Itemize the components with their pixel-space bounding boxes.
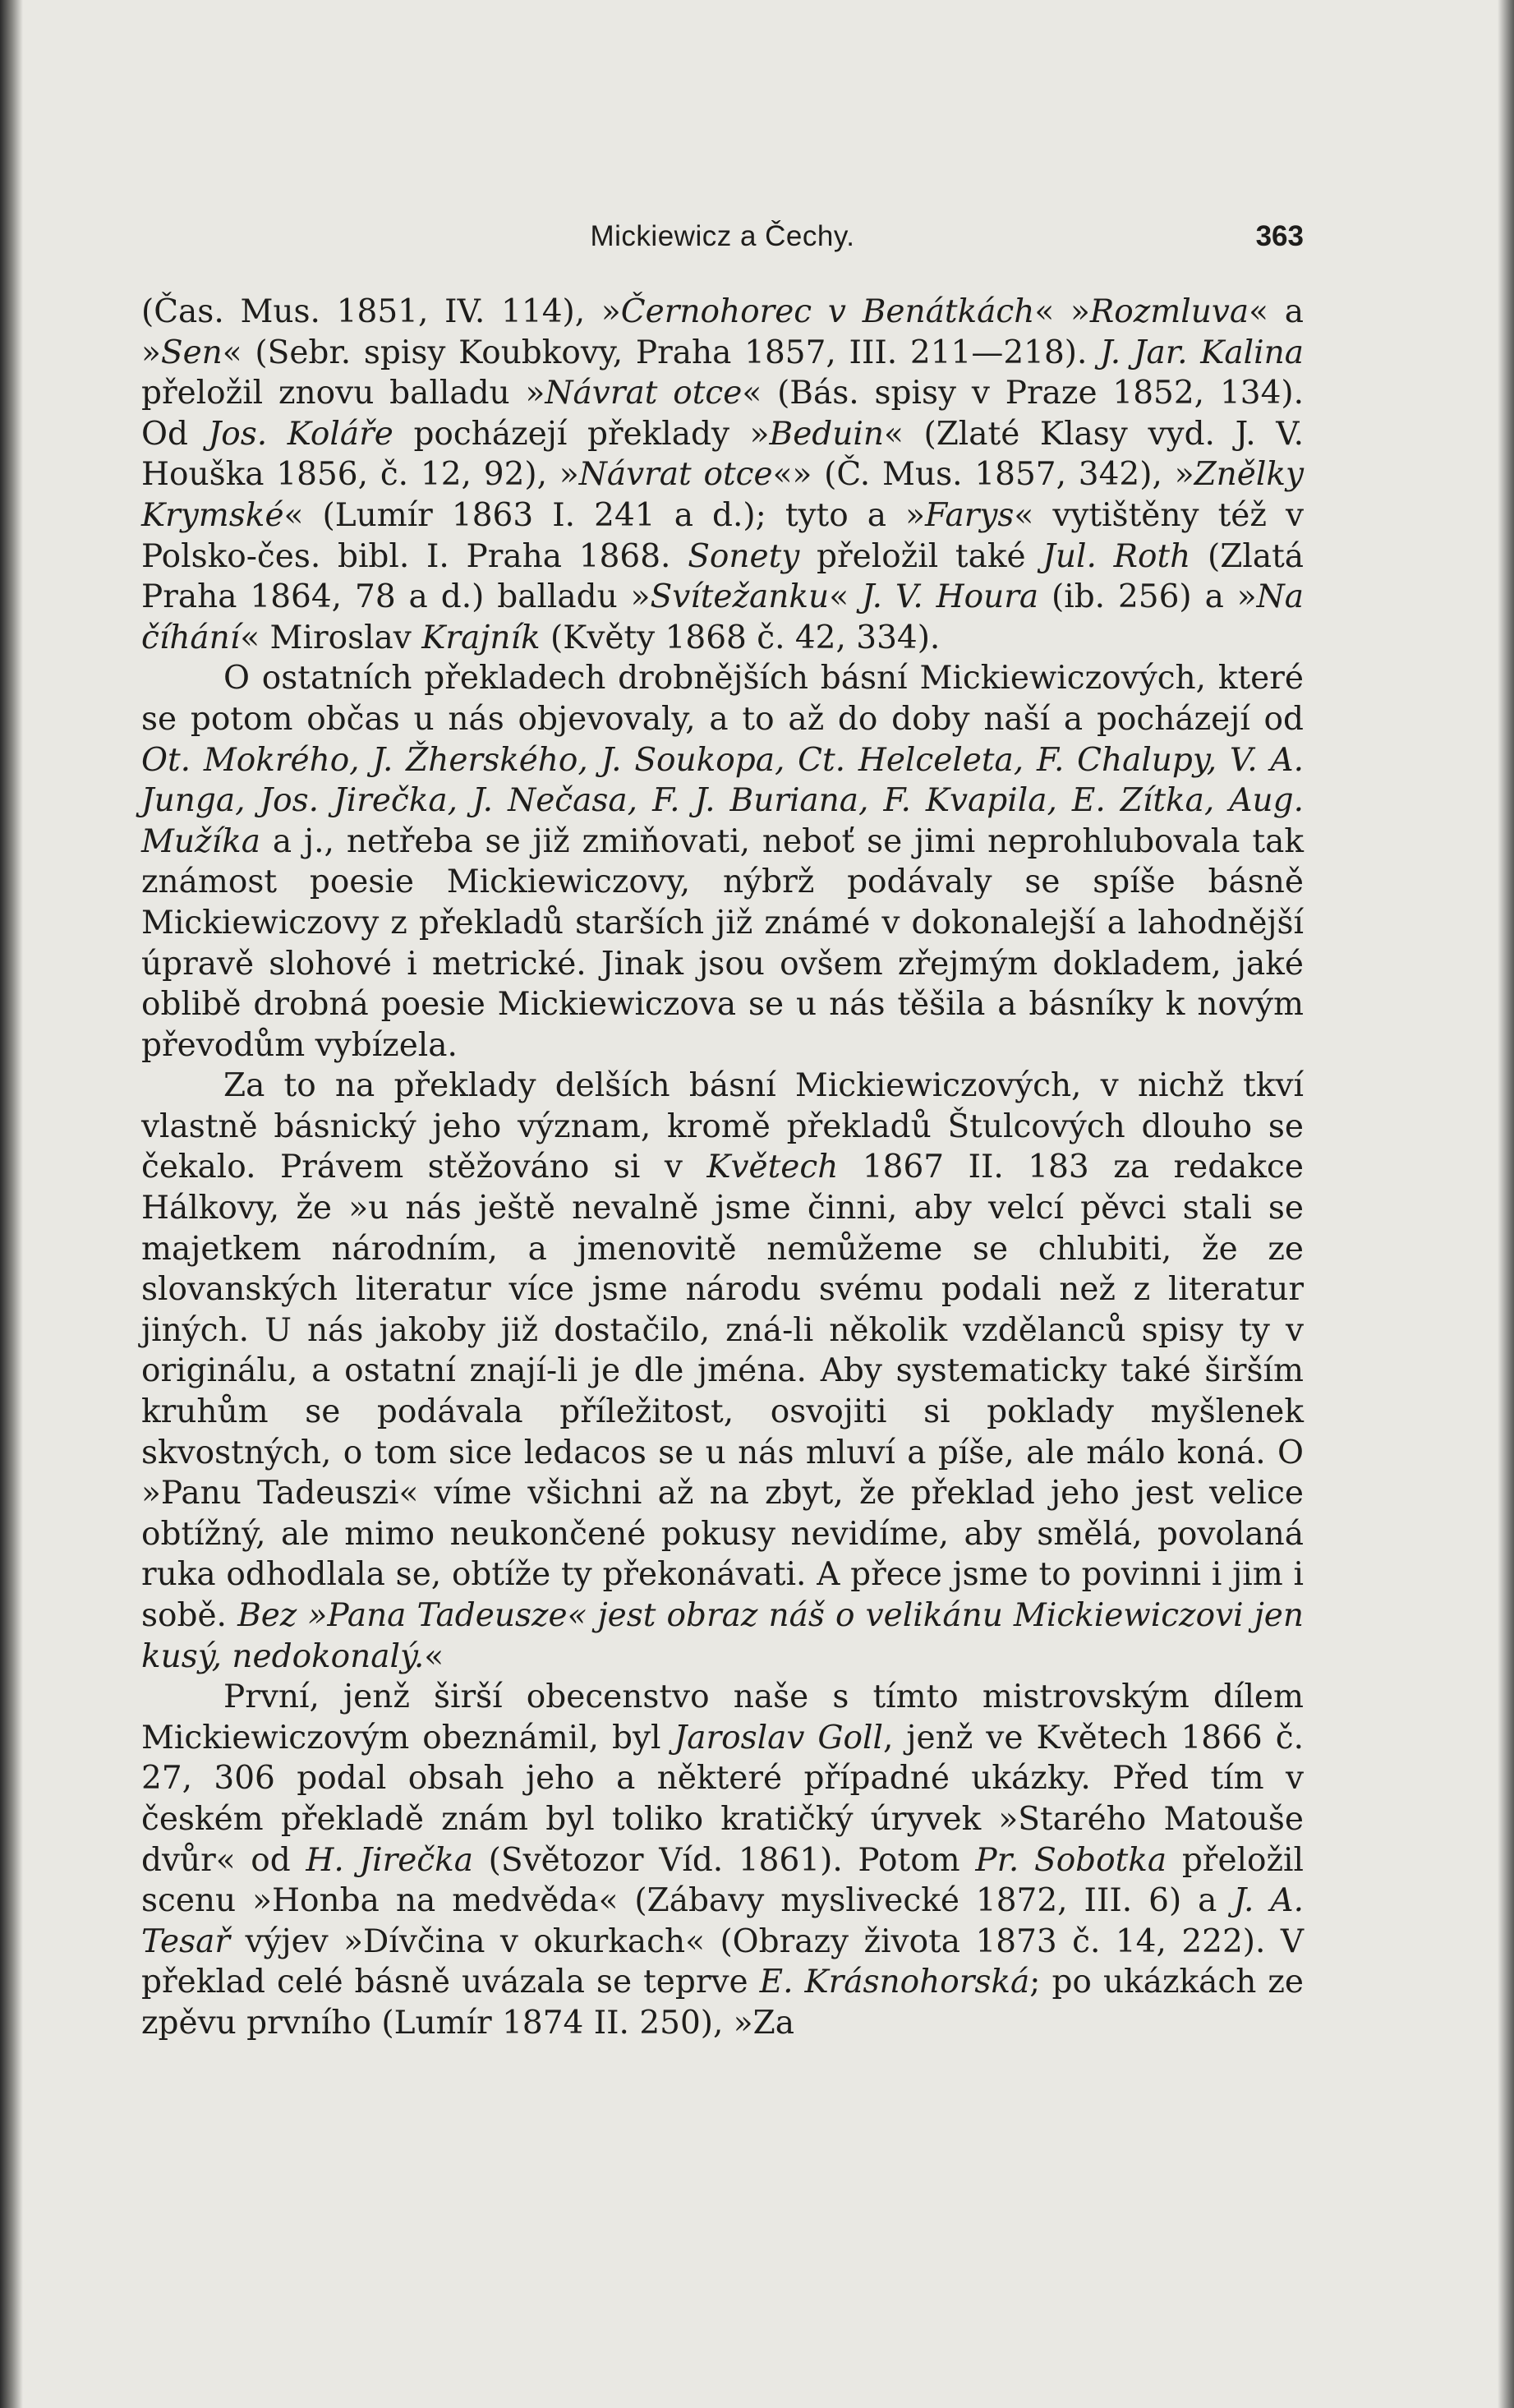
- paragraph-3: [141, 1066, 1304, 1677]
- text-run: přeložil znovu balladu »: [141, 375, 545, 412]
- italic-text-run: Ot. Mokrého, J. Žherského, J. Soukopa, Ct. Helceleta, F. Chalupy, V. A. Junga, Jos. Jirečka, J. Nečasa, F. J. Buriana, F. Kvapila, E. Zítka, Aug. Mužíka: [141, 741, 1304, 860]
- text-run: « (Lumír 1863 I. 241 a d.); tyto a »: [283, 496, 926, 534]
- italic-text-run: J. A. Tesař: [141, 1882, 1304, 1960]
- page-number: 363: [1255, 220, 1304, 252]
- italic-text-run: Bez »Pana Tadeusze« jest obraz náš o velikánu Mickiewiczovi jen kusý, nedokonalý.: [141, 1597, 1304, 1675]
- italic-text-run: Jaroslav Goll: [674, 1719, 883, 1757]
- text-run: (Světozor Víd. 1861). Potom: [473, 1841, 976, 1879]
- running-header: [141, 220, 1304, 269]
- italic-text-run: Květech: [706, 1149, 839, 1186]
- scan-edge-left: [0, 0, 23, 2408]
- text-run: « a »: [141, 293, 1305, 371]
- italic-text-run: Znělky Krymské: [141, 456, 1304, 534]
- text-run: , jenž ve Květech 1866 č. 27, 306 podal obsah jeho a některé případné ukázky. Před tím v českém překladě znám byl toliko kratičký úryvek »Starého Matouše dvůr« od: [141, 1719, 1304, 1879]
- text-run: (Čas. Mus. 1851, IV. 114): [141, 293, 575, 330]
- italic-text-run: Farys: [925, 496, 1015, 534]
- italic-text-run: J. Jar. Kalina: [1100, 334, 1304, 371]
- paragraph-2: [141, 658, 1304, 1066]
- scan-edge-right: [1498, 0, 1514, 2408]
- text-run: Za to na překlady delších básní Mickiewiczových, v nichž tkví vlastně básnický jeho význam, kromě překladů Štulcových dlouho se čekalo. Právem stěžováno si v: [141, 1067, 1304, 1186]
- text-run: (ib. 256) a »: [1038, 578, 1257, 616]
- text-run: « (Zlaté Klasy vyd. J. V. Houška 1856, č. 12, 92), »: [141, 415, 1304, 494]
- italic-text-run: Beduin: [769, 415, 884, 453]
- italic-text-run: Návrat otce: [545, 375, 743, 412]
- italic-text-run: Sen: [160, 334, 223, 371]
- text-run: «» (Č. Mus. 1857, 342), »: [772, 456, 1194, 494]
- text-run: « Miroslav: [240, 619, 422, 656]
- text-run: pocházejí překlady »: [393, 415, 770, 453]
- text-run: , »: [574, 293, 621, 330]
- italic-text-run: Rozmluva: [1089, 293, 1249, 330]
- italic-text-run: Černohorec v Benátkách: [620, 293, 1035, 330]
- text-run: a j., netřeba se již zmiňovati, neboť se jimi neprohlubovala tak známost poesie Mickiewiczovy, nýbrž podávaly se spíše básně Mickiewiczovy z překladů starších již známé v dokonalejší a lahodnější úpravě slohové i metrické. Jinak jsou ovšem zřejmým dokladem, jaké oblibě drobná poesie Mickiewiczova se u nás těšila a básníky k novým převodům vybízela.: [141, 822, 1304, 1064]
- text-run: ; po ukázkách ze zpěvu prvního (Lumír 1874 II. 250), »Za: [141, 1964, 1305, 2042]
- italic-text-run: Na číhání: [141, 578, 1305, 656]
- italic-text-run: E. Krásnohorská: [759, 1964, 1030, 2001]
- paragraph-1: [141, 292, 1304, 658]
- text-run: (Zlatá Praha 1864, 78 a d.) balladu »: [141, 537, 1304, 616]
- text-run: « (Bás. spisy v Praze 1852, 134). Od: [141, 375, 1305, 453]
- text-run: « »: [1034, 293, 1090, 330]
- italic-text-run: Jos. Koláře: [208, 415, 393, 453]
- italic-text-run: Svítežanku: [650, 578, 830, 616]
- text-run: «: [829, 578, 862, 616]
- body-text: [141, 292, 1304, 2044]
- text-run: « vytištěny též v Polsko-čes. bibl. I. Praha 1868.: [141, 496, 1305, 575]
- text-run: « (Sebr. spisy Koubkovy, Praha 1857, III. 211—218).: [222, 334, 1101, 371]
- italic-text-run: J. V. Houra: [861, 578, 1039, 616]
- text-run: výjev »Dívčina v okurkach« (Obrazy života 1873 č. 14, 222). V překlad celé básně uvázala se teprve: [141, 1922, 1304, 2001]
- text-run: O ostatních překladech drobnějších básní Mickiewiczových, které se potom občas u nás objevovaly, a to až do doby naší a pocházejí od: [141, 660, 1304, 738]
- running-title: Mickiewicz a Čechy.: [590, 220, 855, 252]
- italic-text-run: Návrat otce: [578, 456, 773, 494]
- text-run: přeložil scenu »Honba na medvěda« (Zábavy myslivecké 1872, III. 6) a: [141, 1841, 1304, 1920]
- text-run: (Květy 1868 č. 42, 334).: [540, 619, 941, 656]
- text-run: přeložil také: [799, 537, 1043, 575]
- italic-text-run: Jul. Roth: [1042, 537, 1191, 575]
- italic-text-run: Sonety: [688, 537, 800, 575]
- text-run: «: [424, 1637, 444, 1675]
- italic-text-run: Krajník: [421, 619, 541, 656]
- italic-text-run: Pr. Sobotka: [975, 1841, 1167, 1879]
- italic-text-run: H. Jirečka: [306, 1841, 474, 1879]
- text-run: První, jenž širší obecenstvo naše s tímto mistrovským dílem Mickiewiczovým obeznámil, byl: [141, 1678, 1304, 1757]
- text-run: 1867 II. 183 za redakce Hálkovy, že »u nás ještě nevalně jsme činni, aby velcí pěvci stali se majetkem národním, a jmenovitě nemůžeme se chlubiti, že ze slovanských literatur více jsme národu svému podali než z literatur jiných. U nás jakoby již dostačilo, zná-li několik vzdělanců spisy ty v originálu, a ostatní znají-li je dle jména. Aby systematicky také širším kruhům se podávala příležitost, osvojiti si poklady myšlenek skvostných, o tom sice ledacos se u nás mluví a píše, ale málo koná. O »Panu Tadeuszi« víme všichni až na zbyt, že překlad jeho jest velice obtížný, ale mimo neukončené pokusy nevidíme, aby smělá, povolaná ruka odhodlala se, obtíže ty překonávati. A přece jsme to povinni i jim i sobě.: [141, 1149, 1304, 1634]
- paragraph-4: [141, 1677, 1304, 2043]
